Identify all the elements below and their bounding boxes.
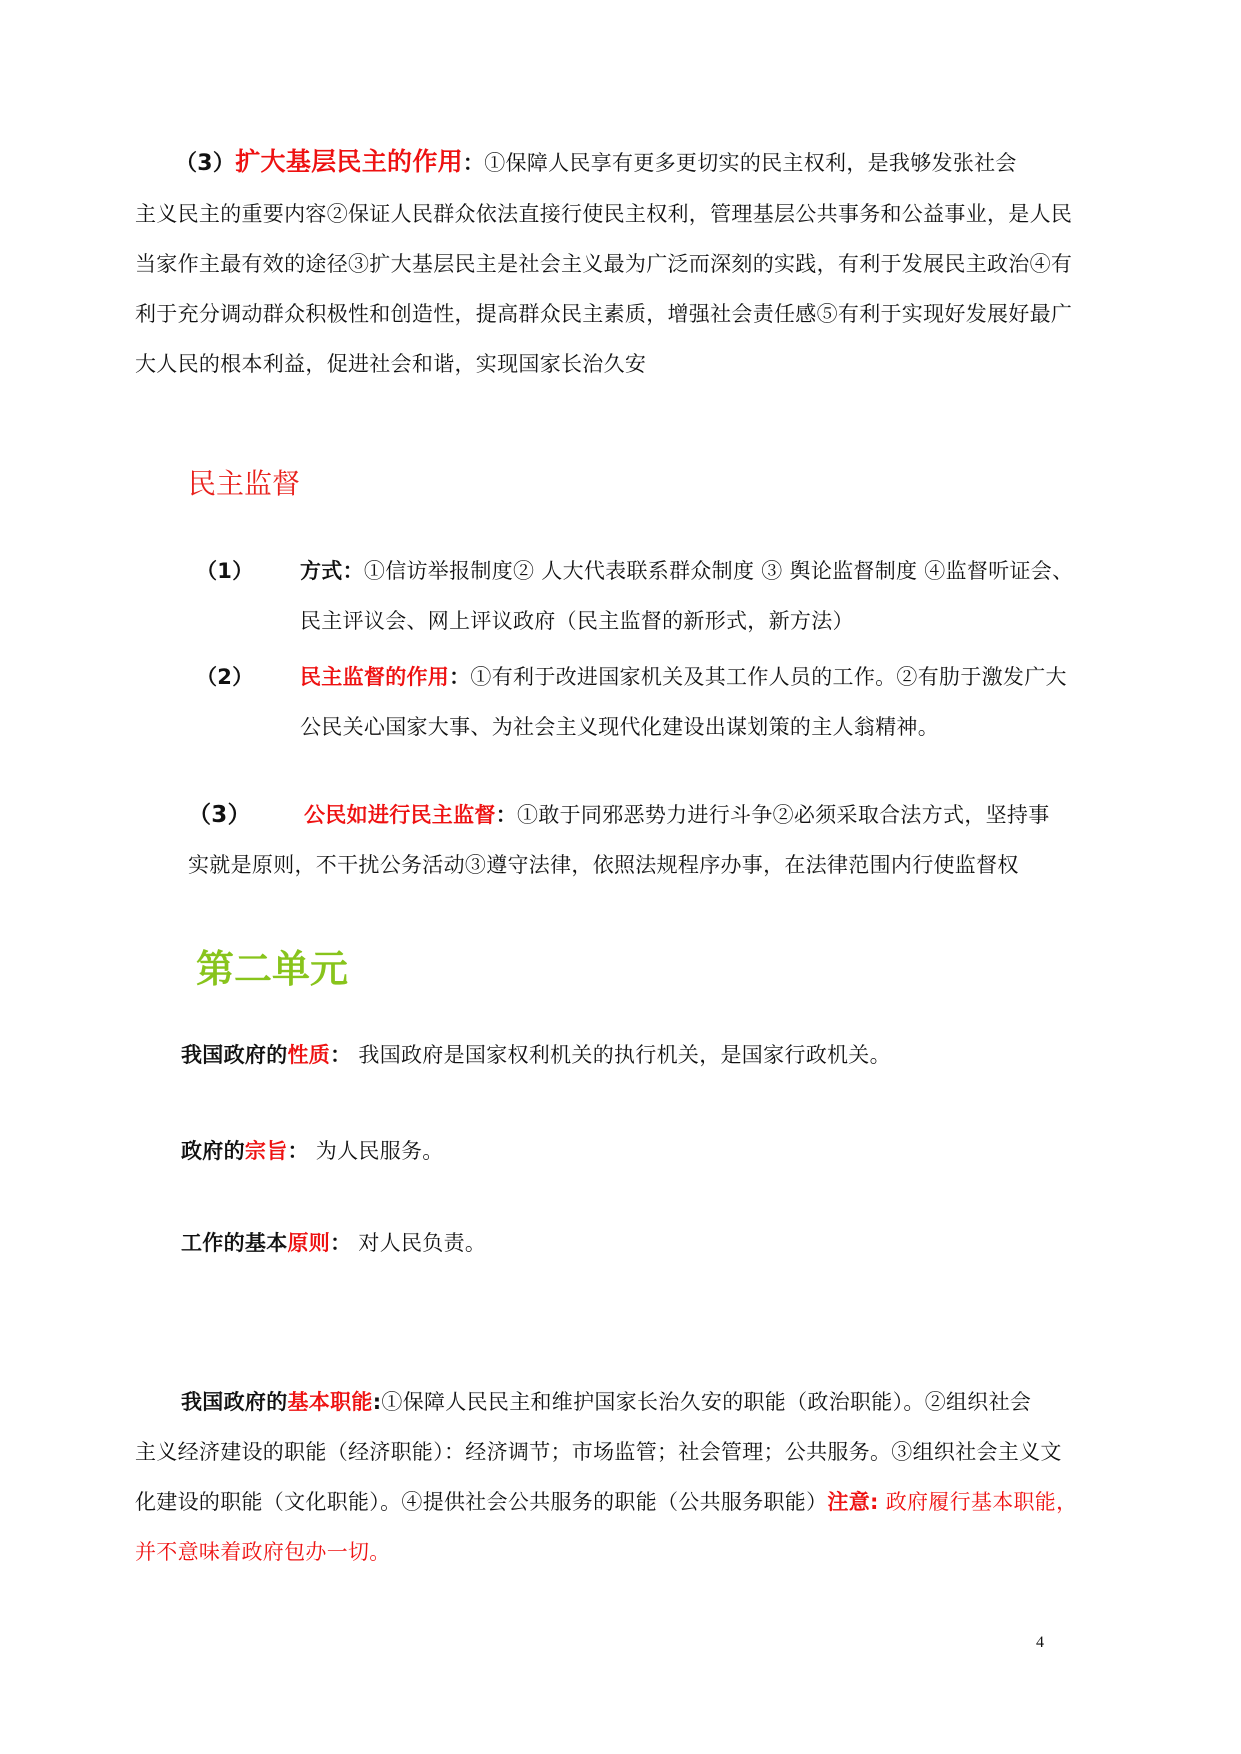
work-principle <box>181 1218 486 1268</box>
body-text: ①保障人民享有更多更切实的民主权利，是我够发张社会 <box>484 151 1017 175</box>
supervision-item-2 <box>196 652 1116 752</box>
line-2: 实就是原则，不干扰公务活动③遵守法律，依照法规程序办事，在法律范围内行使监督权 <box>188 853 1019 877</box>
item-label: 公民如进行民主监督 <box>304 803 496 827</box>
body-text: ①有利于改进国家机关及其工作人员的工作。②有肋于激发广大 <box>470 665 1067 689</box>
body-text: ①信访举报制度② 人大代表联系群众制度 ③ 舆论监督制度 ④监督听证会、 <box>363 559 1074 583</box>
label-key: 基本职能 <box>287 1390 373 1414</box>
section-title: 扩大基层民主的作用 <box>235 147 463 176</box>
label-prefix: 我国政府的 <box>181 1390 288 1414</box>
line-3: 当家作主最有效的途径③扩大基层民主是社会主义最为广泛而深刻的实践，有利于发展民主政治④有 <box>135 252 1073 276</box>
item-number: （3） <box>175 151 236 176</box>
line-5: 大人民的根本利益，促进社会和谐，实现国家长治久安 <box>135 352 647 376</box>
item-label: 方式： <box>300 559 364 583</box>
section-basic-democracy <box>135 137 1115 389</box>
body-text: ①保障人民民主和维护国家长治久安的职能（政治职能）。②组织社会 <box>381 1390 1032 1414</box>
note-text: 政府履行基本职能， <box>878 1490 1078 1514</box>
line-2: 民主评议会、网上评议政府（民主监督的新形式，新方法） <box>300 609 854 633</box>
line-1 <box>188 790 1118 840</box>
label-colon: ： <box>287 1139 309 1163</box>
line-4: 并不意味着政府包办一切。 <box>135 1540 391 1564</box>
line-1 <box>196 652 1116 702</box>
line-2: 公民关心国家大事、为社会主义现代化建设出谋划策的主人翁精神。 <box>300 715 939 739</box>
label-colon: : <box>372 1390 382 1414</box>
line-1 <box>196 546 1116 596</box>
body-text: 化建设的职能（文化职能）。④提供社会公共服务的职能（公共服务职能） <box>135 1490 828 1514</box>
title-colon: ： <box>462 151 485 175</box>
label-key: 原则 <box>287 1231 331 1255</box>
supervision-item-1 <box>196 546 1116 646</box>
government-purpose <box>181 1126 444 1176</box>
line-1 <box>135 137 1115 189</box>
body-text: ①敢于同邪恶势力进行斗争②必须采取合法方式，坚持事 <box>517 803 1050 827</box>
label-prefix: 工作的基本 <box>181 1231 288 1255</box>
government-functions <box>135 1377 1115 1577</box>
label-colon: ： <box>449 665 471 689</box>
line-1 <box>135 1377 1115 1427</box>
item-number: （3） <box>188 802 251 828</box>
label-colon: ： <box>330 1043 352 1067</box>
label-prefix: 我国政府的 <box>181 1043 288 1067</box>
page-number: 4 <box>1036 1634 1044 1651</box>
line-4: 利于充分调动群众积极性和创造性，提高群众民主素质，增强社会责任感⑤有利于实现好发展好最广 <box>135 302 1073 326</box>
heading-unit-two: 第二单元 <box>196 947 349 991</box>
body-text: 对人民负责。 <box>351 1231 487 1255</box>
line-2: 主义民主的重要内容②保证人民群众依法直接行使民主权利，管理基层公共事务和公益事业，是人民 <box>135 202 1073 226</box>
supervision-item-3 <box>188 790 1118 890</box>
item-label: 民主监督的作用 <box>300 665 450 689</box>
body-text: 为人民服务。 <box>308 1139 444 1163</box>
label-prefix: 政府的 <box>181 1139 245 1163</box>
label-colon: ： <box>330 1231 352 1255</box>
label-colon: ： <box>495 803 518 827</box>
line-3 <box>135 1477 1115 1527</box>
item-number: （2） <box>196 665 254 689</box>
government-nature <box>181 1030 891 1080</box>
heading-democratic-supervision: 民主监督 <box>188 467 301 500</box>
body-text: 我国政府是国家权利机关的执行机关，是国家行政机关。 <box>351 1043 891 1067</box>
label-key: 性质 <box>287 1043 331 1067</box>
note-label: 注意: <box>827 1490 879 1514</box>
line-2: 主义经济建设的职能（经济职能）：经济调节；市场监管；社会管理；公共服务。③组织社会主义文 <box>135 1440 1062 1464</box>
label-key: 宗旨 <box>244 1139 288 1163</box>
item-number: （1） <box>196 559 254 583</box>
